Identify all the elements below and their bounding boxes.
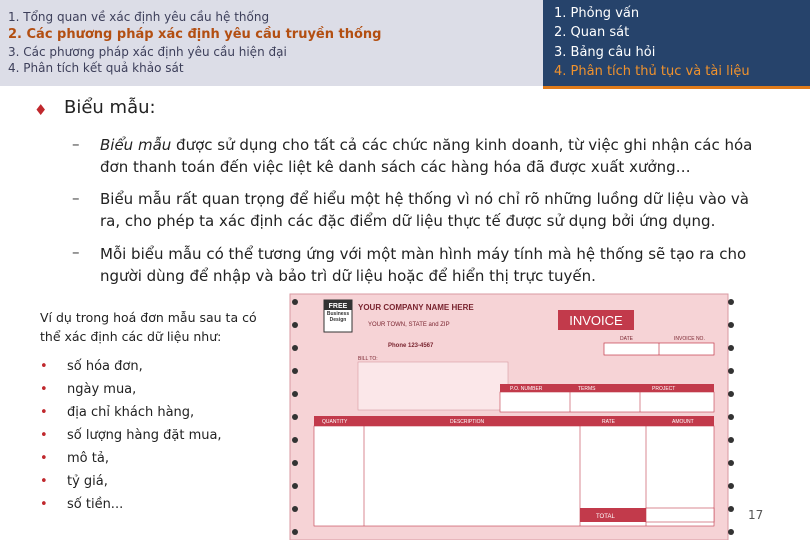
example-intro: Ví dụ trong hoá đơn mẫu sau ta có thể xác định các dữ liệu như:	[40, 310, 257, 344]
bullet-dot-icon: •	[40, 428, 48, 443]
terms-label: TERMS	[578, 386, 596, 392]
invoice-no-label: INVOICE NO.	[674, 336, 705, 342]
subnav-item-questionnaire[interactable]: 3. Bảng câu hỏi	[554, 45, 656, 60]
paragraph-3-text: Mỗi biểu mẫu có thể tương ứng với một màn hình máy tính mà hệ thống sẽ tạo ra cho người dùng để nhập và bảo trì dữ liệu hoặc để hiển thị trực tuyến.	[100, 245, 747, 285]
list-item: • địa chỉ khách hàng,	[40, 405, 195, 420]
quantity-label: QUANTITY	[322, 419, 348, 425]
invoice-title: INVOICE	[569, 313, 623, 328]
logo-sub-text: Business Design	[326, 311, 350, 323]
paragraph-3	[100, 243, 768, 287]
nav-item-traditional-methods[interactable]: 2. Các phương pháp xác định yêu cầu truyền thống	[8, 27, 382, 42]
paragraph-1	[100, 134, 768, 178]
bullet-dot-icon: •	[40, 405, 48, 420]
slide-title: Biểu mẫu:	[64, 97, 156, 118]
bullet-dot-icon: •	[40, 497, 48, 512]
nav-item-modern-methods[interactable]: 3. Các phương pháp xác định yêu cầu hiện đại	[8, 45, 287, 59]
paragraph-2-text: Biểu mẫu rất quan trọng để hiểu một hệ thống vì nó chỉ rõ những luồng dữ liệu vào và ra, cho phép ta xác định các đặc điểm dữ liệu thực tế được sử dụng bởi ứng dụng.	[100, 190, 749, 230]
subnav-item-interview[interactable]: 1. Phỏng vấn	[554, 6, 640, 21]
company-address: YOUR TOWN, STATE and ZIP	[368, 322, 450, 328]
dash-bullet-icon: –	[72, 243, 80, 261]
company-name: YOUR COMPANY NAME HERE	[358, 303, 474, 312]
subnav-item-observation[interactable]: 2. Quan sát	[554, 25, 630, 40]
rate-label: RATE	[602, 419, 615, 425]
bullet-dot-icon: •	[40, 382, 48, 397]
dash-bullet-icon: –	[72, 189, 80, 207]
bullet-dot-icon: •	[40, 359, 48, 374]
list-item: • ngày mua,	[40, 382, 137, 397]
invoice-sample-image	[284, 290, 744, 540]
bullet-dot-icon: •	[40, 451, 48, 466]
nav-item-overview[interactable]: 1. Tổng quan về xác định yêu cầu hệ thống	[8, 10, 270, 24]
project-label: PROJECT	[652, 386, 676, 392]
diamond-bullet-icon: ♦	[34, 101, 48, 119]
company-phone: Phone 123-4567	[388, 343, 434, 349]
total-label: TOTAL	[596, 514, 615, 520]
dash-bullet-icon: –	[72, 135, 80, 153]
list-item: • số hóa đơn,	[40, 359, 143, 374]
paragraph-1-text: được sử dụng cho tất cả các chức năng kinh doanh, từ việc ghi nhận các hóa đơn thanh toán đến việc liệt kê danh sách các hàng hóa đã được xuất xưởng…	[100, 136, 753, 176]
po-number-label: P.O. NUMBER	[510, 386, 543, 392]
amount-label: AMOUNT	[672, 419, 694, 425]
description-label: DESCRIPTION	[450, 419, 485, 425]
subnav-item-document-analysis[interactable]: 4. Phân tích thủ tục và tài liệu	[554, 64, 750, 79]
date-label: DATE	[620, 336, 633, 342]
bill-to-label: BILL TO:	[358, 356, 378, 362]
example-list	[40, 358, 222, 519]
logo-free-text: FREE	[328, 303, 348, 310]
paragraph-2	[100, 188, 768, 232]
bullet-dot-icon: •	[40, 474, 48, 489]
paragraph-1-emphasis: Biểu mẫu	[100, 136, 172, 154]
list-item: • số lượng hàng đặt mua,	[40, 428, 222, 443]
list-item: • số tiền...	[40, 497, 124, 512]
page-number: 17	[748, 508, 764, 522]
list-item: • tỷ giá,	[40, 474, 108, 489]
nav-item-survey-analysis[interactable]: 4. Phân tích kết quả khảo sát	[8, 61, 184, 75]
list-item: • mô tả,	[40, 451, 109, 466]
